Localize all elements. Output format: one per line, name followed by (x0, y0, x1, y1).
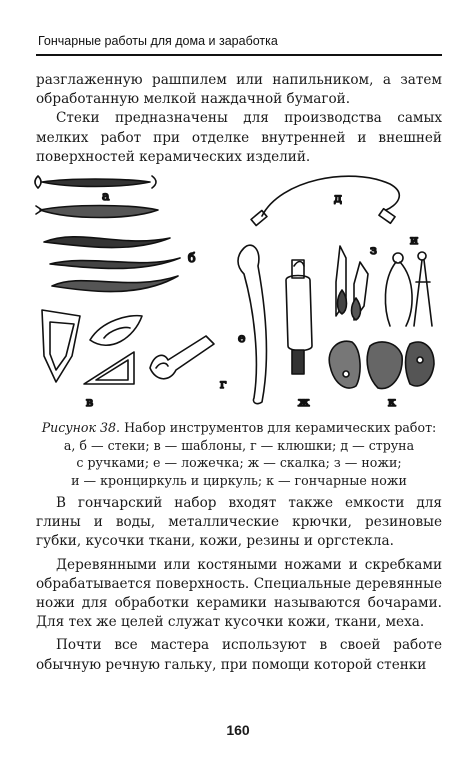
text-block-top (36, 71, 442, 167)
figure-label-zh: ж (298, 394, 310, 409)
calipers-i-drawing (385, 252, 432, 326)
string-d-drawing (251, 176, 399, 225)
hook-g-drawing (150, 336, 214, 379)
paragraph-wooden-knives: Деревянными или костяными ножами и скребками обрабатывается поверхность. Специальные деревянные ножи для обработки керамики называются бочарами. Для тех же целей служат кусочки кожи, ткани, меха. (36, 556, 442, 631)
paragraph-continued: разглаженную рашпилем или напильником, а затем обработанную мелкой наждачной бумагой. (36, 72, 442, 108)
paragraph-pebble: Почти все мастера используют в своей работе обычную речную гальку, при помощи которой стенки (36, 637, 442, 673)
running-head: Гончарные работы для дома и заработка (38, 34, 278, 48)
figure-label-e: е (238, 330, 246, 345)
header-rule (36, 54, 442, 56)
caption-line-4: и — кронциркуль и циркуль; к — гончарные ножи (71, 472, 407, 488)
stecks-b-drawing (44, 237, 180, 292)
templates-v-drawing (42, 310, 142, 384)
figure-38-tools-illustration (30, 170, 446, 415)
stecks-a-drawing (35, 176, 158, 218)
text-block-bottom (36, 494, 442, 675)
figure-label-b: б (188, 250, 196, 265)
caption-line-2: а, б — стеки; в — шаблоны, г — клюшки; д — струна (63, 437, 415, 453)
rolling-pin-zh-drawing (286, 260, 312, 374)
figure-label-i: и (410, 232, 419, 247)
figure-label-a: а (102, 188, 110, 203)
pottery-knives-k-drawing (329, 341, 434, 388)
caption-label: Рисунок 38. (41, 420, 121, 435)
page-number: 160 (226, 722, 250, 738)
figure-caption (36, 419, 442, 489)
knives-z-drawing (336, 246, 368, 320)
figure-label-k: к (388, 394, 396, 409)
caption-line-1 (36, 419, 442, 437)
paragraph-stacks: Стеки предназначены для производства самых мелких работ при отделке внутренней и внешней поверхностей керамических изделий. (36, 110, 442, 165)
spoon-e-drawing (238, 245, 266, 403)
caption-line-3: с ручками; е — ложечка; ж — скалка; з — ножи; (76, 455, 402, 471)
paragraph-pottery-set: В гончарский набор входят также емкости для глины и воды, металлические крючки, резиновые губки, кусочки ткани, кожи, резины и оргстекла. (36, 495, 442, 550)
figure-label-v: в (86, 394, 94, 409)
caption-text-1: Набор инструментов для керамических работ: (124, 420, 437, 435)
figure-label-z: з (370, 242, 377, 257)
figure-label-d: д (334, 190, 342, 205)
figure-label-g: г (220, 376, 227, 391)
